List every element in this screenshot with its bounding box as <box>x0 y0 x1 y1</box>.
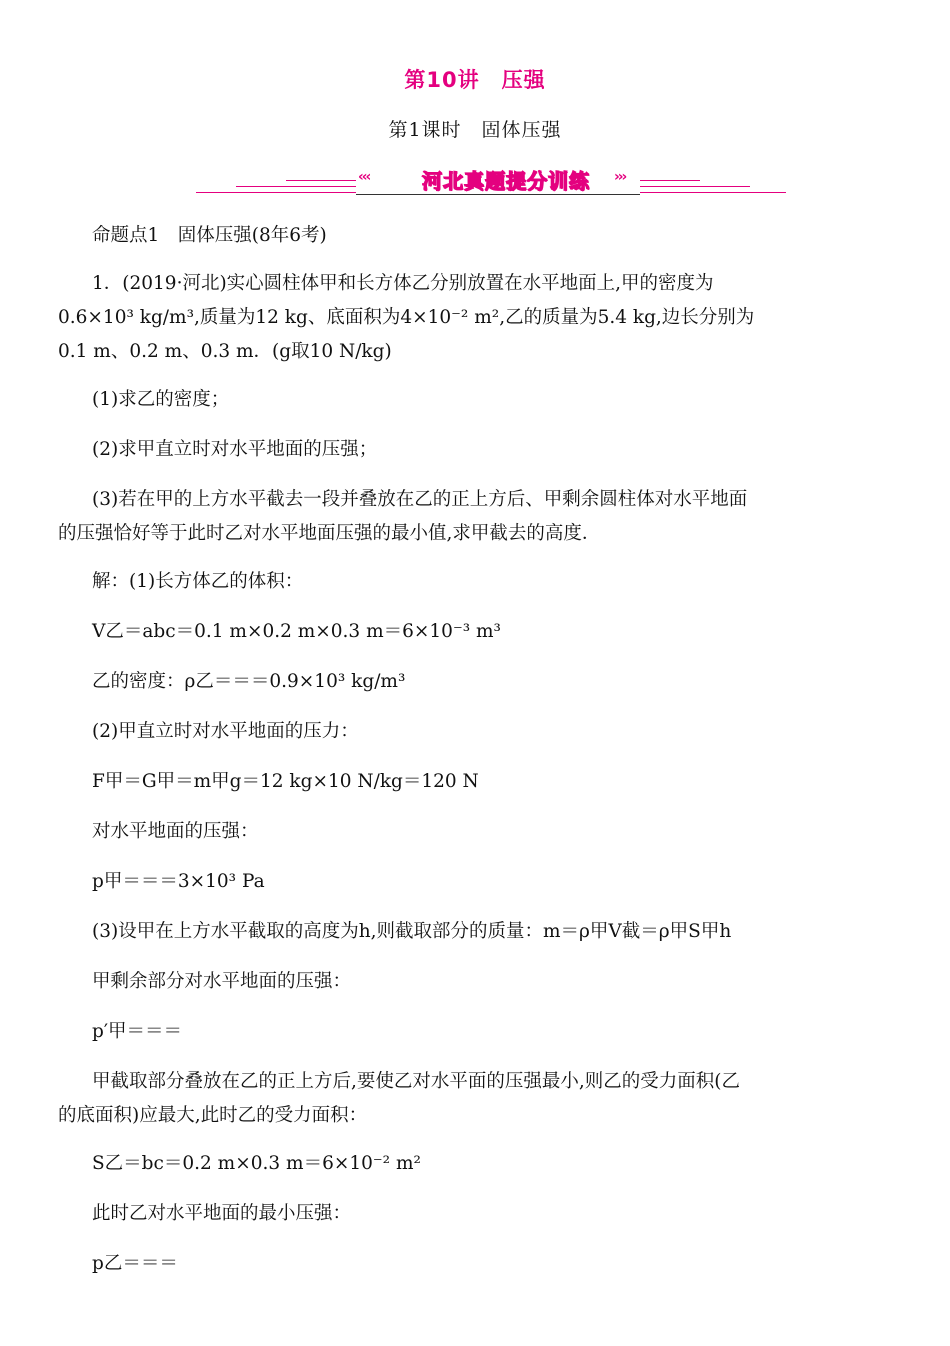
solution-line-3: 乙的密度：ρ乙＝＝＝0.9×10³ kg/m³ <box>92 671 406 692</box>
banner-line-left-top <box>286 180 356 181</box>
solution-line-7: p甲＝＝＝3×10³ Pa <box>92 871 265 892</box>
banner-underline <box>356 194 640 195</box>
banner-text: 河北真题提分训练 <box>422 169 590 193</box>
banner-right-chevrons-icon: ››› <box>614 169 626 185</box>
lecture-title: 第10讲 压强 <box>404 68 546 92</box>
problem-line-3: 0.1 m、0.2 m、0.3 m．(g取10 N/kg) <box>58 341 392 362</box>
solution-line-14: p乙＝＝＝ <box>92 1253 178 1274</box>
solution-line-11b: 的底面积)应最大,此时乙的受力面积： <box>58 1105 368 1126</box>
banner-line-right-bottom <box>640 192 786 193</box>
section-banner <box>196 160 786 200</box>
banner-line-right-top <box>640 180 700 181</box>
question-3-line-2: 的压强恰好等于此时乙对水平地面压强的最小值,求甲截去的高度． <box>58 523 601 544</box>
solution-line-8: (3)设甲在上方水平截取的高度为h,则截取部分的质量：m＝ρ甲V截＝ρ甲S甲h <box>92 921 732 942</box>
banner-line-right-mid <box>640 186 750 187</box>
solution-line-5: F甲＝G甲＝m甲g＝12 kg×10 N/kg＝120 N <box>92 771 479 792</box>
section-heading: 命题点1 固体压强(8年6考) <box>92 225 327 246</box>
solution-line-10: p′甲＝＝＝ <box>92 1021 183 1042</box>
solution-line-9: 甲剩余部分对水平地面的压强： <box>92 971 352 992</box>
question-1: (1)求乙的密度； <box>92 389 230 410</box>
solution-line-6: 对水平地面的压强： <box>92 821 259 842</box>
solution-line-12: S乙＝bc＝0.2 m×0.3 m＝6×10⁻² m² <box>92 1153 421 1174</box>
solution-line-1: 解：(1)长方体乙的体积： <box>92 571 304 592</box>
solution-line-11a: 甲截取部分叠放在乙的正上方后,要使乙对水平面的压强最小,则乙的受力面积(乙 <box>92 1071 740 1092</box>
question-2: (2)求甲直立时对水平地面的压强； <box>92 439 378 460</box>
solution-line-13: 此时乙对水平地面的最小压强： <box>92 1203 352 1224</box>
banner-left-chevrons-icon: ‹‹‹ <box>358 169 370 185</box>
problem-line-2: 0.6×10³ kg/m³,质量为12 kg、底面积为4×10⁻² m²,乙的质量为5.4 kg,边长分别为 <box>58 307 755 328</box>
problem-line-1: 1．(2019·河北)实心圆柱体甲和长方体乙分别放置在水平地面上,甲的密度为 <box>92 273 714 294</box>
banner-line-left-mid <box>236 186 356 187</box>
lesson-subtitle: 第1课时 固体压强 <box>388 119 562 141</box>
banner-line-left-bottom <box>196 192 356 193</box>
solution-line-4: (2)甲直立时对水平地面的压力： <box>92 721 359 742</box>
question-3-line-1: (3)若在甲的上方水平截去一段并叠放在乙的正上方后、甲剩余圆柱体对水平地面 <box>92 489 748 510</box>
solution-line-2: V乙＝abc＝0.1 m×0.2 m×0.3 m＝6×10⁻³ m³ <box>92 621 501 642</box>
